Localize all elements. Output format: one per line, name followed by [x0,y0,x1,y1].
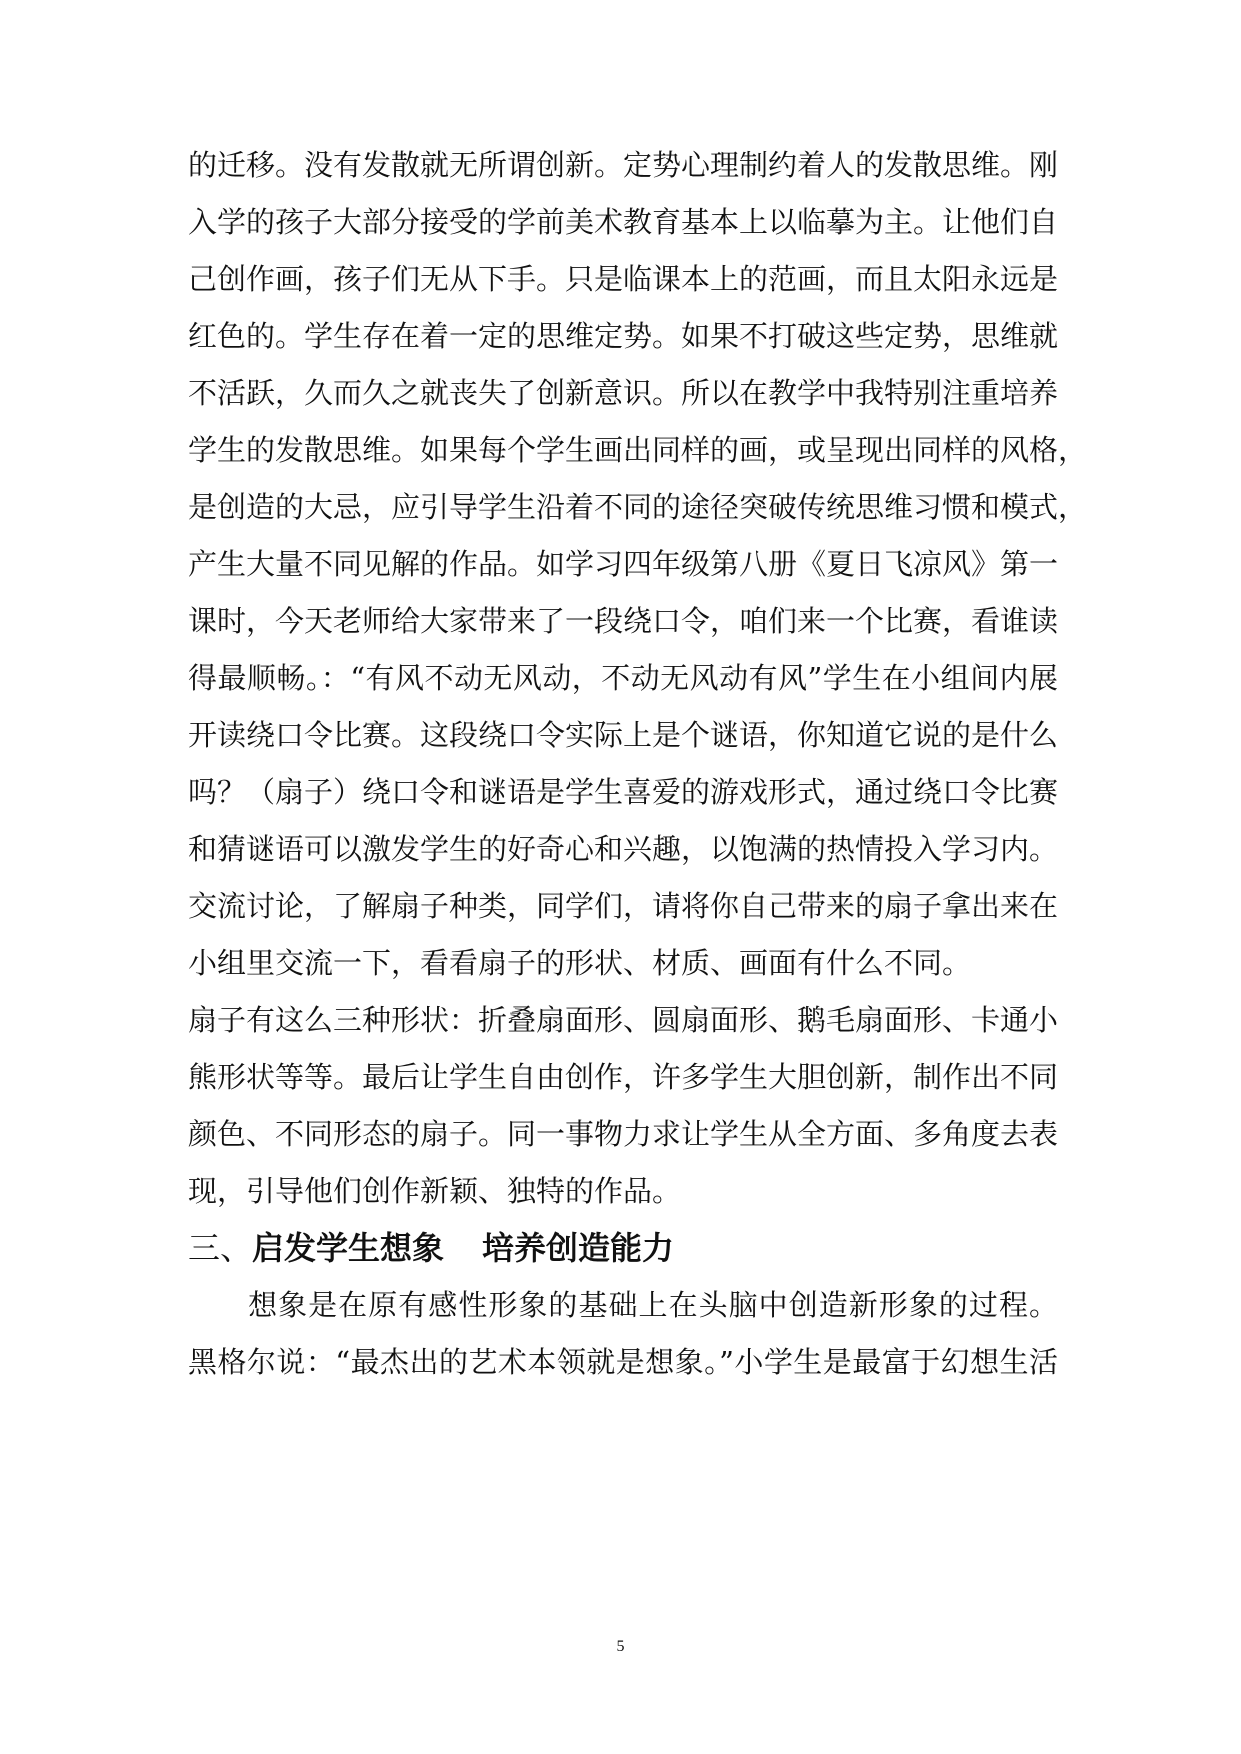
section-title-part-1: 启发学生想象 [252,1229,445,1267]
text-line: 现，引导他们创作新颖、独特的作品。 [188,1174,682,1208]
text-line: 入学的孩子大部分接受的学前美术教育基本上以临摹为主。让他们自 [188,205,1059,239]
page-number: 5 [616,1638,625,1655]
text-line: 小组里交流一下，看看扇子的形状、材质、画面有什么不同。 [188,946,972,980]
section-number: 三、 [188,1229,253,1267]
text-line: 开读绕口令比赛。这段绕口令实际上是个谜语，你知道它说的是什么 [188,718,1059,752]
text-line: 不活跃，久而久之就丧失了创新意识。所以在教学中我特别注重培养 [188,376,1059,410]
text-line: 学生的发散思维。如果每个学生画出同样的画，或呈现出同样的风格， [188,433,1088,467]
text-line: 扇子有这么三种形状：折叠扇面形、圆扇面形、鹅毛扇面形、卡通小 [188,1003,1059,1037]
text-line: 课时，今天老师给大家带来了一段绕口令，咱们来一个比赛，看谁读 [188,604,1059,638]
text-line: 红色的。学生存在着一定的思维定势。如果不打破这些定势，思维就 [188,319,1059,353]
text-line: 和猜谜语可以激发学生的好奇心和兴趣，以饱满的热情投入学习内。 [188,832,1059,866]
text-line: 交流讨论，了解扇子种类，同学们，请将你自己带来的扇子拿出来在 [188,889,1059,923]
text-line: 是创造的大忌，应引导学生沿着不同的途径突破传统思维习惯和模式， [188,490,1088,524]
text-line: 得最顺畅。：“有风不动无风动，不动无风动有风”学生在小组间内展 [188,661,1058,695]
text-line: 产生大量不同见解的作品。如学习四年级第八册《夏日飞凉风》第一 [188,547,1059,581]
text-line: 黑格尔说：“最杰出的艺术本领就是想象。”小学生是最富于幻想生活 [188,1345,1058,1379]
text-line: 的迁移。没有发散就无所谓创新。定势心理制约着人的发散思维。刚 [188,148,1059,182]
section-heading [188,1226,1058,1270]
section-title-part-2: 培养创造能力 [482,1229,675,1267]
text-line: 熊形状等等。最后让学生自由创作，许多学生大胆创新，制作出不同 [188,1060,1059,1094]
text-line: 己创作画，孩子们无从下手。只是临课本上的范画，而且太阳永远是 [188,262,1059,296]
text-line: 颜色、不同形态的扇子。同一事物力求让学生从全方面、多角度去表 [188,1117,1059,1151]
text-line: 想象是在原有感性形象的基础上在头脑中创造新形象的过程。 [188,1288,1058,1322]
text-line: 吗？（扇子）绕口令和谜语是学生喜爱的游戏形式，通过绕口令比赛 [188,775,1059,809]
